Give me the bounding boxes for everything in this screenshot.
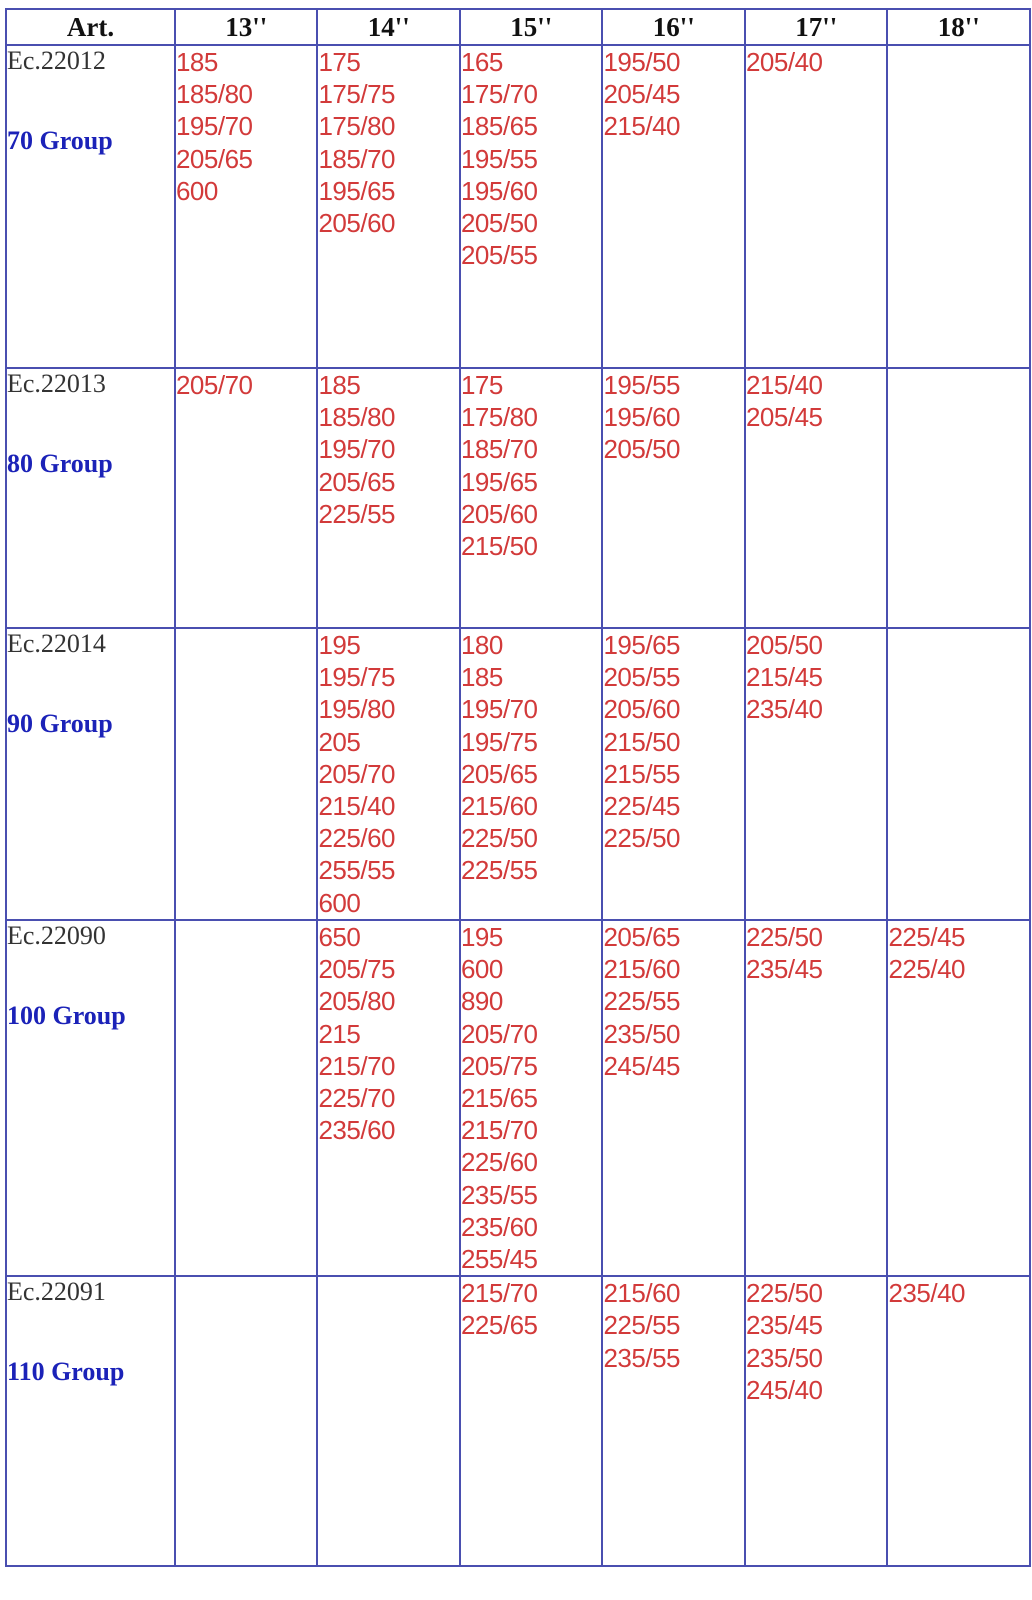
tire-size: 600: [175, 175, 218, 206]
tire-size: 195/70: [460, 694, 538, 725]
tire-size: 225/45: [603, 791, 680, 822]
tire-size: 185/80: [175, 79, 253, 110]
tire-size: 175/80: [460, 402, 538, 433]
size-cell: [317, 628, 460, 920]
tire-size: 195: [318, 630, 361, 660]
tire-size: 205/65: [603, 922, 680, 952]
size-cell: [317, 1276, 460, 1566]
tire-size: 225/50: [745, 1278, 823, 1309]
group-label: 80 Group: [7, 449, 113, 478]
size-cell: [745, 368, 888, 628]
tire-size: 215/60: [603, 1278, 680, 1309]
tire-size: 205/65: [460, 758, 538, 789]
size-cell: [887, 1276, 1030, 1566]
tire-size: 195/60: [460, 175, 538, 206]
tire-size: 195/80: [318, 694, 395, 725]
group-label: 100 Group: [7, 1001, 126, 1030]
tire-size-table: [5, 8, 1031, 1567]
tire-size: 235/45: [745, 1310, 823, 1341]
size-cell: [745, 920, 888, 1276]
size-cell: [175, 368, 318, 628]
tire-size: 205/80: [318, 986, 395, 1017]
tire-size: 195/50: [603, 47, 680, 77]
tire-size: 205/55: [460, 240, 538, 271]
tire-size: 195/70: [318, 434, 395, 465]
tire-size: 205/45: [745, 402, 823, 433]
size-cell: [745, 1276, 888, 1566]
tire-size: 195/75: [318, 662, 395, 693]
size-cell: [887, 368, 1030, 628]
tire-size: 215/60: [460, 791, 538, 822]
article-code: Ec.22090: [7, 921, 106, 950]
size-cell: [602, 920, 745, 1276]
tire-size: 255/45: [460, 1244, 538, 1275]
tire-size: 600: [318, 887, 361, 918]
tire-size: 205/60: [603, 694, 680, 725]
tire-size: 205/70: [318, 758, 395, 789]
tire-size: 215/40: [603, 111, 680, 142]
tire-size: 225/60: [460, 1147, 538, 1178]
size-cell: [602, 45, 745, 368]
art-cell: [6, 920, 175, 1276]
article-code: Ec.22013: [7, 369, 106, 398]
tire-size: 255/55: [318, 855, 395, 886]
tire-size: 185/65: [460, 111, 538, 142]
tire-size: 225/60: [318, 823, 395, 854]
tire-size: 195/60: [603, 402, 680, 433]
tire-size: 205/50: [460, 208, 538, 239]
header-15-inch: 15'': [460, 9, 603, 45]
table-row: [6, 628, 1030, 920]
tire-size: 195/65: [318, 175, 395, 206]
table-body: [6, 45, 1030, 1566]
header-18-inch: 18'': [887, 9, 1030, 45]
tire-size: 205/50: [603, 434, 680, 465]
tire-size: 180: [460, 630, 503, 660]
tire-size: 235/55: [460, 1179, 538, 1210]
tire-size: 235/40: [745, 694, 823, 725]
tire-size: 205/55: [603, 662, 680, 693]
tire-size: 215/70: [318, 1050, 395, 1081]
tire-size: 205/50: [745, 630, 823, 660]
header-13-inch: 13'': [175, 9, 318, 45]
tire-size: 225/55: [318, 498, 395, 529]
table-row: [6, 920, 1030, 1276]
tire-size: 215/50: [603, 726, 680, 757]
tire-size: 175: [318, 47, 361, 77]
tire-size: 205/60: [460, 498, 538, 529]
tire-size: 215/55: [603, 758, 680, 789]
tire-size: 235/55: [603, 1342, 680, 1373]
size-cell: [745, 45, 888, 368]
tire-size: 650: [318, 922, 361, 952]
tire-size: 215/65: [460, 1083, 538, 1114]
tire-size: 195: [460, 922, 503, 952]
size-cell: [602, 628, 745, 920]
tire-size: 175/70: [460, 79, 538, 110]
table-row: [6, 45, 1030, 368]
tire-size: 215/50: [460, 531, 538, 562]
tire-size: 185: [175, 47, 218, 77]
article-code: Ec.22014: [7, 629, 106, 658]
tire-size: 205/70: [175, 370, 253, 400]
header-16-inch: 16'': [602, 9, 745, 45]
size-cell: [602, 1276, 745, 1566]
header-14-inch: 14'': [317, 9, 460, 45]
tire-size: 215/60: [603, 954, 680, 985]
tire-size: 205/70: [460, 1018, 538, 1049]
tire-size: 225/40: [888, 954, 965, 985]
tire-size: 175/75: [318, 79, 395, 110]
table-row: [6, 1276, 1030, 1566]
tire-size: 205/75: [318, 954, 395, 985]
group-label: 110 Group: [7, 1357, 125, 1387]
tire-size: 205/65: [175, 143, 253, 174]
tire-size: 205/60: [318, 208, 395, 239]
size-cell: [460, 628, 603, 920]
group-label: 90 Group: [7, 709, 113, 738]
size-cell: [602, 368, 745, 628]
tire-size: 600: [460, 954, 503, 985]
tire-size: 185/70: [460, 434, 538, 465]
size-cell: [460, 368, 603, 628]
tire-size: 165: [460, 47, 503, 77]
tire-size: 225/65: [460, 1310, 538, 1341]
article-code: Ec.22091: [7, 1277, 106, 1307]
tire-size: 215/70: [460, 1115, 538, 1146]
tire-size: 195/70: [175, 111, 253, 142]
tire-size: 205/45: [603, 79, 680, 110]
size-cell: [460, 45, 603, 368]
tire-size: 235/50: [745, 1342, 823, 1373]
size-cell: [745, 628, 888, 920]
tire-size: 235/45: [745, 954, 823, 985]
size-cell: [317, 920, 460, 1276]
tire-size: 245/40: [745, 1374, 823, 1405]
tire-size: 205: [318, 726, 361, 757]
tire-size: 235/60: [460, 1211, 538, 1242]
tire-size: 215/45: [745, 662, 823, 693]
size-cell: [175, 45, 318, 368]
tire-size: 175: [460, 370, 503, 400]
size-cell: [317, 45, 460, 368]
size-cell: [887, 45, 1030, 368]
tire-size: 890: [460, 986, 503, 1017]
tire-size: 235/60: [318, 1115, 395, 1146]
tire-size: 195/55: [603, 370, 680, 400]
size-cell: [175, 628, 318, 920]
size-cell: [887, 920, 1030, 1276]
size-cell: [887, 628, 1030, 920]
tire-size: 225/50: [745, 922, 823, 952]
header-17-inch: 17'': [745, 9, 888, 45]
size-cell: [460, 920, 603, 1276]
tire-size: 215/70: [460, 1278, 538, 1309]
group-label: 70 Group: [7, 126, 113, 155]
tire-size: 245/45: [603, 1050, 680, 1081]
tire-size: 205/75: [460, 1050, 538, 1081]
header-row: [6, 9, 1030, 45]
tire-size: 195/55: [460, 143, 538, 174]
art-cell: [6, 368, 175, 628]
tire-size: 225/45: [888, 922, 965, 952]
tire-size: 225/50: [460, 823, 538, 854]
size-cell: [317, 368, 460, 628]
tire-size: 205/65: [318, 466, 395, 497]
tire-size: 185/70: [318, 143, 395, 174]
article-code: Ec.22012: [7, 46, 106, 75]
tire-size: 215/40: [745, 370, 823, 400]
size-cell: [460, 1276, 603, 1566]
tire-size: 205/40: [745, 47, 823, 77]
tire-size: 235/40: [888, 1278, 965, 1309]
tire-size: 185: [460, 662, 503, 693]
tire-size: 225/50: [603, 823, 680, 854]
tire-size: 185: [318, 370, 361, 400]
size-cell: [175, 1276, 318, 1566]
tire-size: 225/70: [318, 1083, 395, 1114]
art-cell: [6, 1276, 175, 1566]
tire-size: 215: [318, 1018, 361, 1049]
tire-size: 195/75: [460, 726, 538, 757]
tire-size: 225/55: [603, 1310, 680, 1341]
header-art: Art.: [6, 9, 175, 45]
tire-size: 175/80: [318, 111, 395, 142]
art-cell: [6, 628, 175, 920]
table-row: [6, 368, 1030, 628]
tire-size: 215/40: [318, 791, 395, 822]
tire-size: 225/55: [460, 855, 538, 886]
tire-size: 225/55: [603, 986, 680, 1017]
tire-size: 185/80: [318, 402, 395, 433]
tire-size: 195/65: [460, 466, 538, 497]
tire-size: 235/50: [603, 1018, 680, 1049]
art-cell: [6, 45, 175, 368]
size-cell: [175, 920, 318, 1276]
tire-size: 195/65: [603, 630, 680, 660]
